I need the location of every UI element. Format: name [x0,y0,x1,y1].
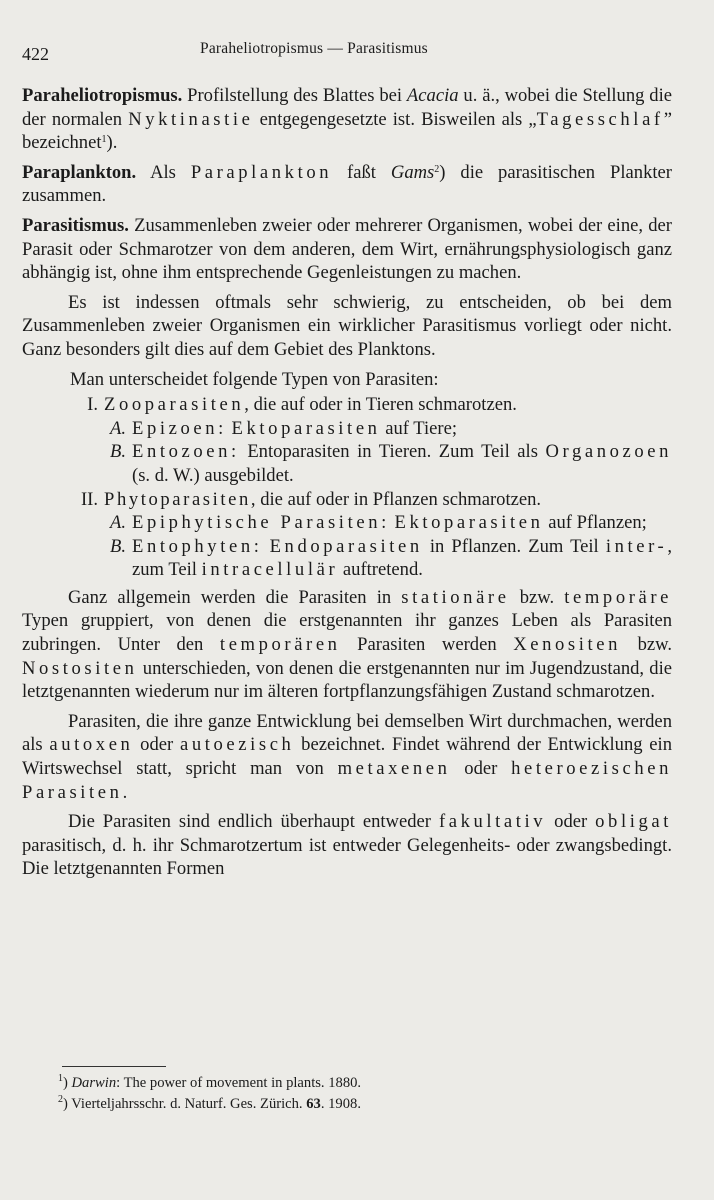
spaced-term: Ektoparasiten [394,512,544,534]
footnote-ref: 2 [434,163,440,175]
text-run: Vierteljahrsschr. d. Naturf. Ges. Zürich. [71,1096,307,1112]
subtype-item [22,535,672,582]
footnote-mark: 2 [58,1094,63,1105]
text-run: ” bezeichnet [22,108,672,154]
text-run: , die auf oder in Pflanzen schmarotzen. [250,488,542,510]
subtype-item [22,417,672,441]
text-run: ) die parasitischen Plankter zusammen. [22,161,672,207]
paragraph [22,810,672,881]
text-run: Parasiten werden [340,634,514,656]
type-number: I. [87,394,98,416]
text-run: ). [106,132,118,154]
footnote-rule [62,1066,166,1067]
subtype-letter: A. [109,512,126,534]
type-number: II. [80,488,98,510]
text-run: oder [546,811,596,833]
spaced-term: Phytoparasiten [104,488,251,510]
text-run: oder [133,734,180,756]
text-run: parasitisch, d. h. ihr Schmarotzertum ist entweder Gelegenheits- oder zwangsbedingt. Die letztgenannten Formen [22,834,672,880]
text-run: Parasiten, die ihre ganze Entwicklung bei demselben Wirt durchmachen, werden als [22,710,672,756]
author-name: Gams [390,161,435,183]
text-run: auf Tiere; [380,417,458,439]
spaced-term: autoxen [49,734,134,756]
text-run: auftretend. [338,559,423,581]
lemma: Paraplankton. [22,161,137,183]
page-number: 422 [22,44,49,64]
spaced-term: Entozoen: [132,441,240,463]
text-run: Zusammenleben zweier oder mehrerer Organismen, wobei der eine, der Parasit oder Schmarotzer von dem anderen, dem Wirt, ernährungsphysiologisch ganz abhängig ist, ohne ihm entsprechende Gegenleistungen zu machen. [22,214,672,284]
author-name: Darwin [71,1075,117,1091]
running-title: Paraheliotropismus — Parasitismus [200,40,428,57]
text-run: Die Parasiten sind endlich überhaupt entweder [68,811,439,833]
text-run: unterschieden, von denen die erstgenannten nur im Jugendzustand, die letztgenannten wiederum nur im älteren fortpflanzungsfähigen Zustand schmarotzen. [22,657,672,703]
spaced-term: metaxenen [337,758,451,780]
spaced-term: inter- [605,535,668,557]
text-run: bzw. [509,586,565,608]
text-run: Ganz allgemein werden die Parasiten in [68,586,402,608]
lemma: Parasitismus. [22,214,129,236]
body-text [22,84,672,887]
type-item [22,488,672,512]
text-run: : The power of movement in plants. 1880. [116,1075,362,1091]
text-run: auf Pflanzen; [543,512,647,534]
entry-parasitismus [22,214,672,285]
spaced-term: Zooparasiten [104,394,245,416]
spaced-term: Epiphytische Parasiten: [132,512,390,534]
text-run: oder [450,758,512,780]
paragraph [22,586,672,704]
text-run: bezeichnet. Findet während der Entwicklung ein Wirtswechsel statt, spricht man von [22,734,672,780]
text-run: , zum Teil [132,535,672,581]
entry-paraheliotropismus [22,84,672,155]
type-item [22,393,672,417]
spaced-term: Xenositen [513,634,621,656]
volume-number: 63 [306,1096,321,1112]
spaced-term: Paraplankton [190,161,333,183]
text-run: Typen gruppiert, von denen die erstgenannten ihr ganzes Leben als Parasiten zubringen. Unter den [22,610,672,656]
types-intro: Man unterscheidet folgende Typen von Parasiten: [70,368,439,390]
footnotes [22,1066,672,1115]
text-run: . [122,781,128,803]
text-run: Entoparasiten in Tieren. Zum Teil als [239,441,546,463]
lemma: Paraheliotropismus. [22,85,183,106]
footnote-mark: 1 [58,1073,63,1084]
text-run: (s. d. W.) ausgebildet. [132,464,294,486]
text-run: Profilstellung des Blattes bei [182,85,407,106]
spaced-term: Nyktinastie [128,108,254,130]
spaced-term: Entophyten: [132,535,263,557]
spaced-term: Organozoen [545,441,672,463]
spaced-term: Ektoparasiten [231,417,381,439]
spaced-term: intracellulär [201,559,339,581]
spaced-term: Tagesschlaf [536,108,664,130]
subtype-letter: A. [109,417,126,439]
spaced-term: Epizoen: [132,417,227,439]
footnote-1: $^1$) Darwin: The power of movement in plants. 1880. [58,1073,362,1091]
paragraph [22,710,672,804]
subtype-letter: B. [109,441,126,463]
spaced-term: obligat [595,811,672,833]
parasite-types [22,368,672,582]
spaced-term: Nostositen [22,657,138,679]
subtype-letter: B. [109,535,126,557]
spaced-term: stationäre [401,586,510,608]
spaced-term: Endoparasiten [269,535,423,557]
text-run: , die auf oder in Tieren schmarotzen. [244,394,517,416]
text-run: in Pflanzen. Zum Teil [422,535,606,557]
running-head [22,38,674,64]
spaced-term: temporäre [564,586,672,608]
text-run: Als [136,161,191,183]
paragraph: Es ist indessen oftmals sehr schwierig, zu entscheiden, ob bei dem Zusammenleben zweier Organismen ein wirklicher Parasitismus vorliegt oder nicht. Ganz besonders gilt dies auf dem Gebiet des Planktons. [22,291,672,360]
entry-paraplankton [22,161,672,208]
subtype-item [22,511,672,535]
text-run: bzw. [621,634,672,656]
text-run: u. ä., wobei die Stellung die der normalen [22,85,672,130]
footnote-2: $^2$) Vierteljahrsschr. d. Naturf. Ges. Zürich. 63. 1908. [58,1094,361,1112]
genus-name: Acacia [406,85,459,106]
spaced-term: fakultativ [438,811,547,833]
spaced-term: heteroezischen Parasiten [22,758,672,803]
subtype-item [22,440,672,487]
text-run: entgegengesetzte ist. Bisweilen als „ [253,108,537,130]
spaced-term: autoezisch [179,734,295,756]
text-run: faßt [332,161,391,183]
spaced-term: temporären [219,634,341,656]
footnote-ref: 1 [101,134,107,146]
text-run: . 1908. [320,1096,361,1112]
